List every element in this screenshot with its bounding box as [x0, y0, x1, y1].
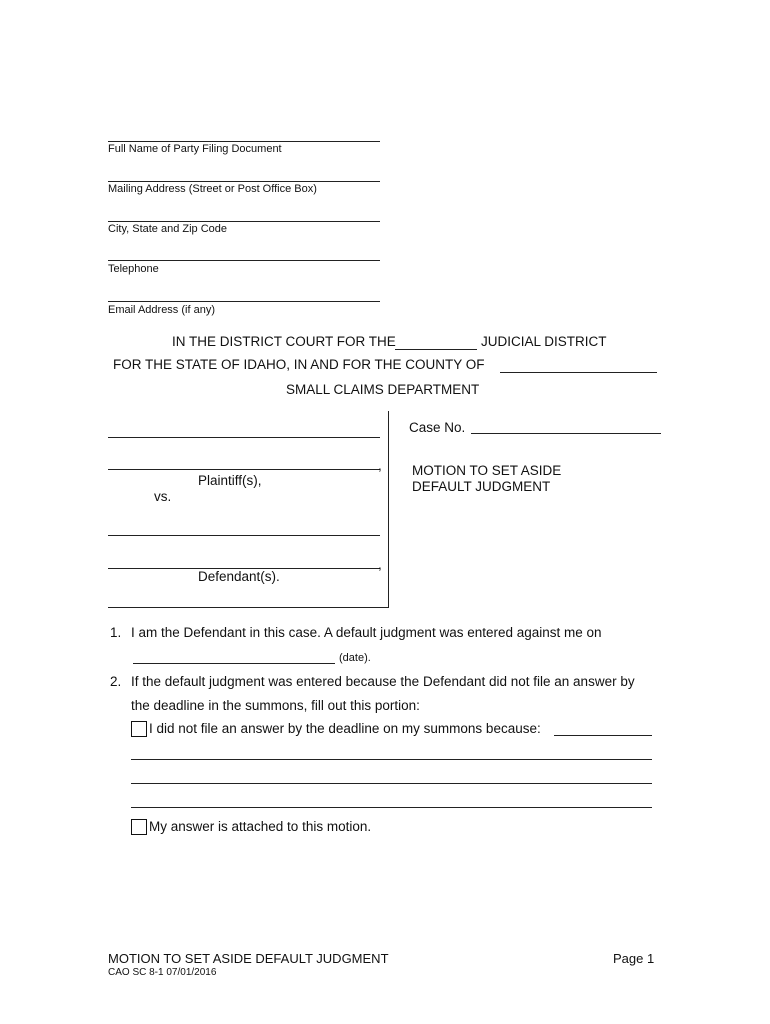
- plaintiff-line-1[interactable]: [108, 437, 380, 438]
- email-line[interactable]: [108, 301, 380, 302]
- full-name-label: Full Name of Party Filing Document: [108, 143, 282, 155]
- defendant-comma: ,: [378, 557, 382, 572]
- caption-divider: [388, 411, 389, 608]
- item1-number: 1.: [110, 625, 122, 640]
- caption-bottom-rule: [108, 607, 389, 608]
- mailing-address-label: Mailing Address (Street or Post Office Box): [108, 183, 317, 195]
- answer-attached-checkbox[interactable]: [131, 819, 147, 835]
- defendant-line-1[interactable]: [108, 535, 380, 536]
- mailing-address-line[interactable]: [108, 181, 380, 182]
- city-state-zip-line[interactable]: [108, 221, 380, 222]
- court-line2: FOR THE STATE OF IDAHO, IN AND FOR THE COUNTY OF: [113, 357, 485, 372]
- city-state-zip-label: City, State and Zip Code: [108, 223, 228, 235]
- no-answer-label: I did not file an answer by the deadline on my summons because:: [149, 721, 541, 736]
- court-line1-suffix: JUDICIAL DISTRICT: [481, 334, 607, 349]
- reason-line-1[interactable]: [131, 759, 652, 760]
- judicial-district-field[interactable]: [395, 349, 477, 350]
- county-field[interactable]: [500, 372, 657, 373]
- defendant-label: Defendant(s).: [198, 569, 280, 584]
- answer-attached-label: My answer is attached to this motion.: [149, 819, 372, 834]
- court-line1-prefix: IN THE DISTRICT COURT FOR THE: [172, 334, 396, 349]
- reason-line-0[interactable]: [554, 735, 652, 736]
- no-answer-checkbox[interactable]: [131, 721, 147, 737]
- form-code: CAO SC 8-1 07/01/2016: [108, 967, 217, 978]
- default-date-field[interactable]: [133, 663, 335, 664]
- plaintiff-comma: ,: [378, 458, 382, 473]
- vs-label: vs.: [154, 489, 172, 504]
- email-label: Email Address (if any): [108, 304, 215, 316]
- telephone-line[interactable]: [108, 260, 380, 261]
- document-title-line2: DEFAULT JUDGMENT: [412, 479, 551, 494]
- case-no-label: Case No.: [409, 420, 466, 435]
- reason-line-3[interactable]: [131, 807, 652, 808]
- court-line3: SMALL CLAIMS DEPARTMENT: [286, 382, 480, 397]
- telephone-label: Telephone: [108, 263, 159, 275]
- reason-line-2[interactable]: [131, 783, 652, 784]
- case-no-field[interactable]: [471, 433, 661, 434]
- item2-text-line1: If the default judgment was entered because the Defendant did not file an answer by: [131, 674, 635, 689]
- full-name-line[interactable]: [108, 141, 380, 142]
- item2-number: 2.: [110, 674, 122, 689]
- page-number: Page 1: [613, 951, 655, 966]
- plaintiff-line-2[interactable]: [108, 469, 380, 470]
- date-label: (date).: [339, 652, 371, 664]
- document-title-line1: MOTION TO SET ASIDE: [412, 463, 562, 478]
- item1-text: I am the Defendant in this case. A default judgment was entered against me on: [131, 625, 602, 640]
- footer-title: MOTION TO SET ASIDE DEFAULT JUDGMENT: [108, 951, 389, 966]
- plaintiff-label: Plaintiff(s),: [198, 473, 262, 488]
- item2-text-line2: the deadline in the summons, fill out this portion:: [131, 698, 420, 713]
